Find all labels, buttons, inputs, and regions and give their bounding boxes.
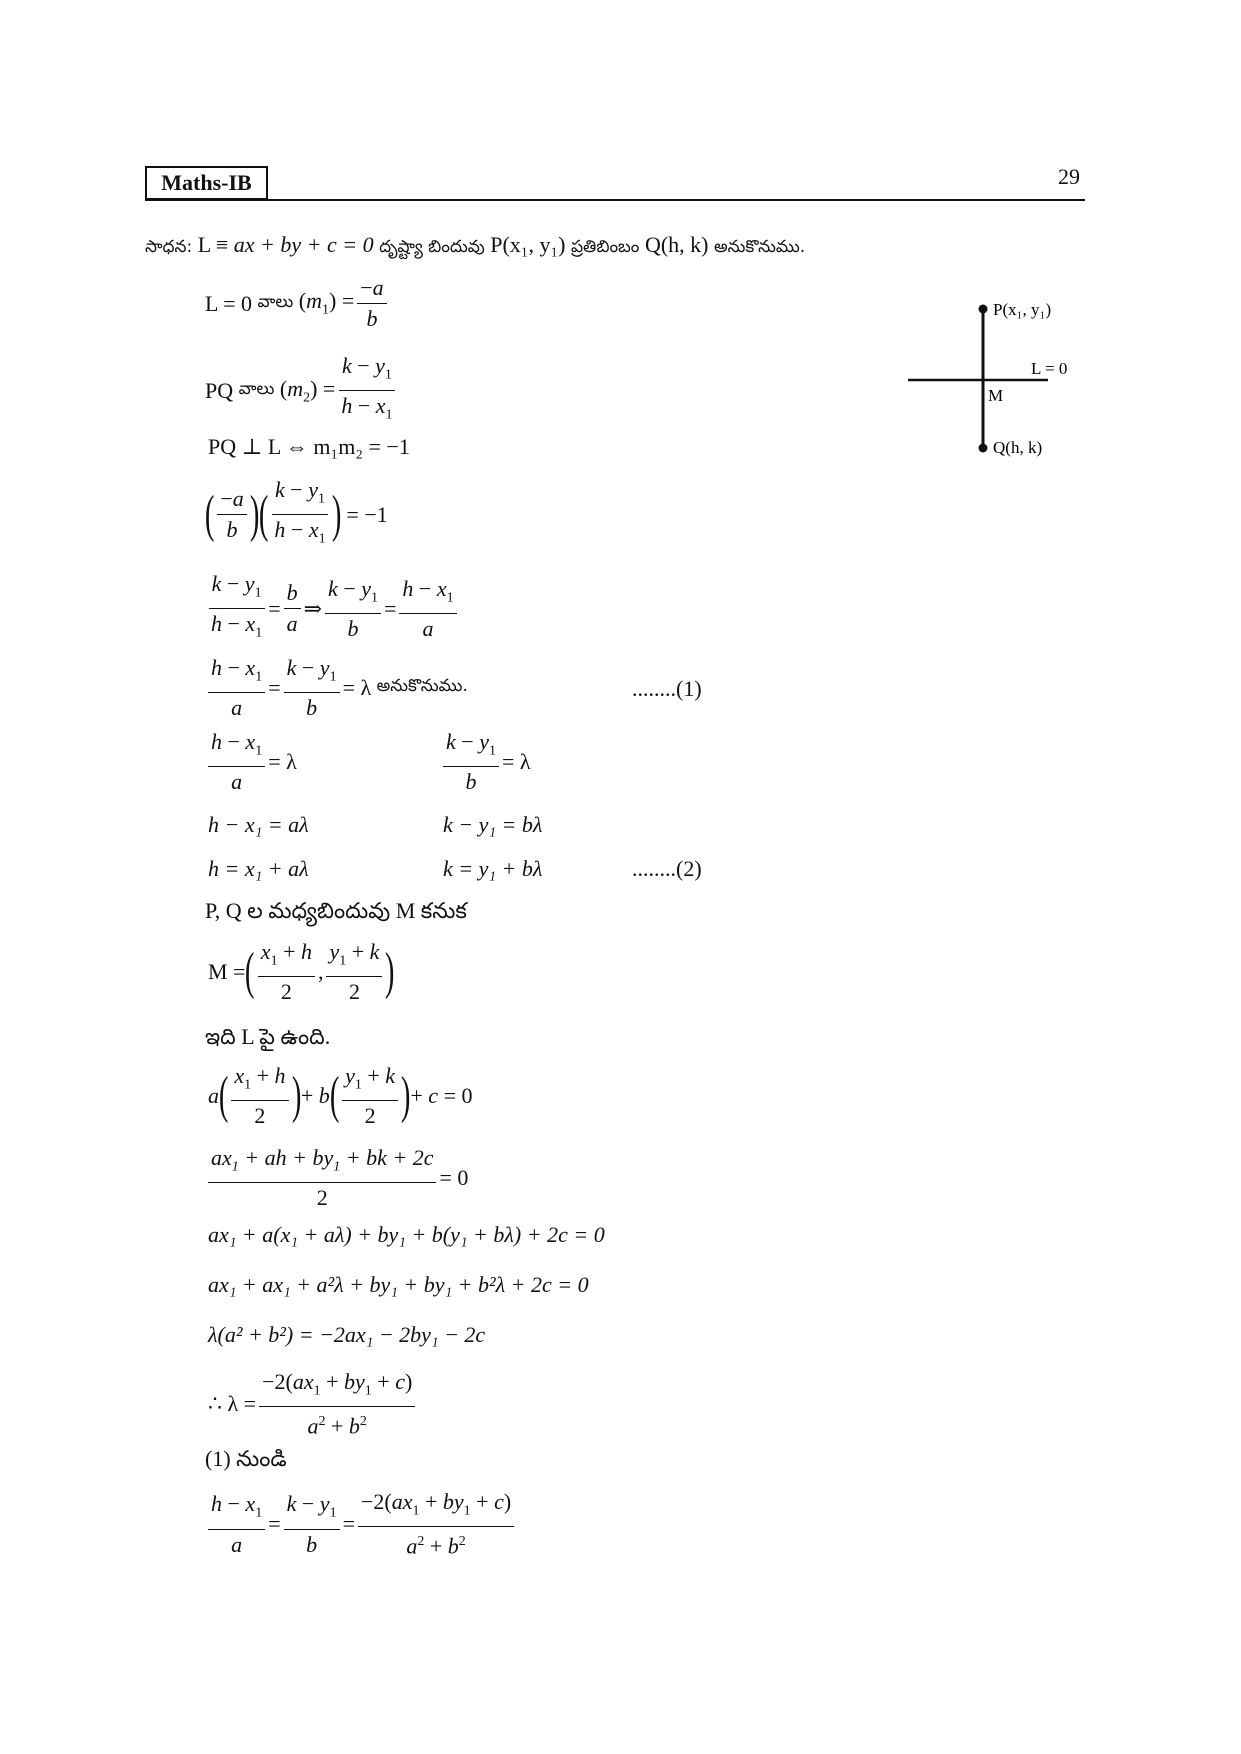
perp-condition: PQ ⊥ L ⇔ m₁m₂ = −1 [208, 434, 410, 459]
slope-L-line: L = 0 వాలు $(m_1)$ = $\frac{-a}{b}$ [205, 276, 390, 331]
point-p [979, 305, 988, 314]
row-h1: h − x₁ = aλ [208, 812, 309, 837]
lies-on-L: ఇది L పై ఉంది. [205, 1024, 331, 1049]
intro-tel1: దృష్ట్యా బిందువు [379, 237, 485, 257]
row-h2: h = x₁ + aλ [208, 856, 309, 881]
lambda-line: $\frac{h - x_1}{a}$ = $\frac{k - y_1}{b}$ = λ అనుకొనుము. [205, 656, 468, 720]
slope-L-word: వాలు [257, 291, 294, 312]
line-L-label: L = 0 [1031, 359, 1068, 378]
intro-equation: ax + by + c = 0 [233, 232, 374, 257]
lambda-result: ∴ λ = $\frac{-2(ax_1 + by_1 + c)}{a^2 + b^2}$ [208, 1370, 418, 1439]
expand-2: ax₁ + ax₁ + a²λ + by₁ + by₁ + b²λ + 2c = 0 [208, 1272, 589, 1297]
midpoint-formula: M = ( $\frac{x_1 + h}{2}$ , $\frac{y_1 + k}{2}$ ) [208, 939, 395, 1005]
substitute-line: a ( $\frac{x_1 + h}{2}$ ) + b ( $\frac{y_1 + k}{2}$ ) + c = 0 [208, 1063, 473, 1129]
intro-line [145, 232, 805, 261]
intro-point-q: Q(h, k) [644, 232, 709, 257]
slope-PQ-prefix: PQ [205, 377, 234, 403]
slope-L-prefix: L = 0 [205, 290, 253, 316]
page-number: 29 [1058, 164, 1080, 189]
q-label: Q(h, k) [993, 438, 1043, 457]
m-label: M [988, 386, 1004, 405]
slope-PQ-line: PQ వాలు $(m_2)$ = $\frac{k - y_1}{h - x_1}$ [205, 354, 399, 428]
product-line: ( $\frac{-a}{b}$ ) ( $\frac{k - y_1}{h - x_1}$ ) = −1 [204, 477, 388, 547]
eq-tag-1: ........(1) [632, 676, 702, 701]
row-k1: k − y₁ = bλ [443, 812, 543, 837]
intro-tel3: అనుకొనుము. [713, 237, 806, 257]
ratio-line: $\frac{k - y_1}{h - x_1}$ = $\frac{b}{a}$ ⇒ $\frac{k - y_1}{b}$ = $\frac{h - x_1}{a}$ [205, 572, 460, 646]
expand-1: ax₁ + a(x₁ + aλ) + by₁ + b(y₁ + bλ) + 2c = 0 [208, 1222, 605, 1247]
k-lambda: $\frac{k - y_1}{b}$ = λ [440, 730, 531, 794]
intro-tel2: ప్రతిబింబం [570, 237, 640, 257]
header-box: Maths-IB [145, 166, 268, 200]
from-eq-1: (1) నుండి [205, 1446, 287, 1471]
h-lambda: $\frac{h - x_1}{a}$ = λ [205, 730, 297, 794]
eq-tag-2: ........(2) [632, 856, 702, 881]
point-q [979, 444, 988, 453]
intro-point-p: P(x₁, y₁) [490, 232, 566, 257]
intro-L: L ≡ [197, 232, 234, 257]
reflection-diagram [908, 296, 1088, 466]
solution-label: సాధన: [145, 237, 193, 257]
p-label: P(x₁, y₁) [993, 300, 1052, 319]
slope-PQ-word: వాలు [238, 378, 275, 399]
row-k2: k = y₁ + bλ [443, 856, 543, 881]
assume-text: అనుకొనుము. [376, 676, 468, 697]
header-rule [145, 199, 1085, 201]
midpoint-text: P, Q ల మధ్యబిందువు M కనుక [205, 898, 467, 923]
half-sum-line: $\frac{ax_1 + ah + by_1 + bk + 2c}{2}$ = 0 [205, 1146, 468, 1210]
expand-3: λ(a² + b²) = −2ax₁ − 2by₁ − 2c [208, 1322, 486, 1347]
final-result: $\frac{h - x_1}{a}$ = $\frac{k - y_1}{b}$ = $\frac{-2(ax_1 + by_1 + c)}{a^2 + b^2}$ [205, 1490, 517, 1559]
